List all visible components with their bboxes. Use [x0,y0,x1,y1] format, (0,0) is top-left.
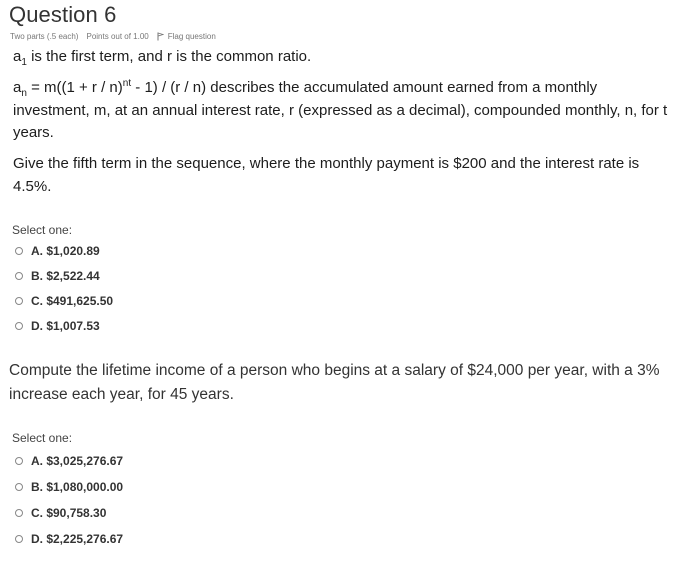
part2-select-label: Select one: [12,431,73,445]
part2-option-d[interactable] [15,532,123,546]
formula-description: - 1) / (r / n) describes the accumulated amount earned from a monthly investment, m, at an annual interest rate, r (expressed as a decimal), compounded monthly, n, for t years. [13,79,668,141]
radio-button[interactable] [15,509,23,517]
part2-option-a[interactable] [15,454,123,468]
option-label: D. $1,007.53 [31,319,100,333]
radio-button[interactable] [15,272,23,280]
question-meta [10,32,216,41]
formula-symbol: a [13,79,22,96]
option-label: D. $2,225,276.67 [31,532,124,546]
option-label: A. $1,020.89 [31,244,100,258]
formula-subscript: n [21,88,27,99]
points-info: Points out of 1.00 [86,32,149,41]
question-title: Question 6 [9,2,117,27]
radio-button[interactable] [15,297,23,305]
parts-info: Two parts (.5 each) [10,32,79,41]
part1-prompt: Give the fifth term in the sequence, where the monthly payment is $200 and the interest rate is 4.5%. [13,155,640,195]
definition-text: is the first term, and r is the common ratio. [26,48,312,65]
term-symbol: a [13,48,22,65]
option-label: B. $1,080,000.00 [31,480,124,494]
option-label: B. $2,522.44 [31,269,100,283]
part1-option-a[interactable] [15,244,100,258]
radio-button[interactable] [15,247,23,255]
formula-exponent: nt [122,78,132,89]
radio-button[interactable] [15,457,23,465]
option-label: A. $3,025,276.67 [31,454,124,468]
part1-option-d[interactable] [15,319,100,333]
flag-icon [157,32,164,41]
part2-prompt: Compute the lifetime income of a person who begins at a salary of $24,000 per year, with a 3% increase each year, for 45 years. [9,362,660,403]
option-label: C. $491,625.50 [31,294,114,308]
part2-option-c[interactable] [15,506,106,520]
formula-middle: = m((1 + r / n) [26,79,123,96]
flag-question-link[interactable] [157,32,216,41]
part1-option-b[interactable] [15,269,100,283]
part1-select-label: Select one: [12,223,73,237]
radio-button[interactable] [15,322,23,330]
term-subscript: 1 [21,57,27,68]
option-label: C. $90,758.30 [31,506,107,520]
part1-formula [13,77,673,145]
radio-button[interactable] [15,483,23,491]
flag-question-label: Flag question [167,32,216,41]
part2-option-b[interactable] [15,480,123,494]
radio-button[interactable] [15,535,23,543]
part1-definition [13,46,673,69]
part1-option-c[interactable] [15,294,113,308]
